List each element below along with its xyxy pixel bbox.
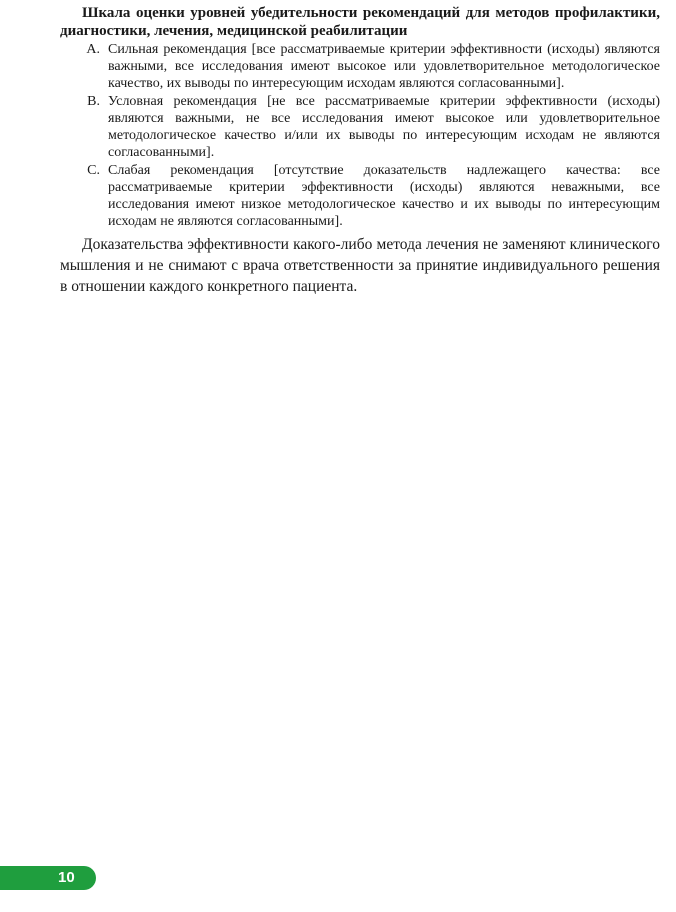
closing-paragraph: Доказательства эффективности какого-либо метода лечения не заменяют клинического мышления и не снимают с врача ответственности за принятие индивидуального решения в отношении каждого конкретного пациента. bbox=[60, 236, 660, 295]
recommendation-grades-list bbox=[60, 41, 660, 230]
grade-text: Слабая рекомендация [отсутствие доказательств надлежащего качества: все рассматриваемые критерии эффективности (исходы) являются неважными, все исследования имеют низкое методологическое качество и их выводы по интересующим исходам не являются согласованными]. bbox=[108, 163, 660, 229]
grade-item-a bbox=[60, 41, 660, 92]
grade-item-c bbox=[60, 162, 660, 230]
grade-marker: B. bbox=[87, 94, 100, 109]
grade-text: Сильная рекомендация [все рассматриваемые критерии эффективности (исходы) являются важными, все исследования имеют высокое или удовлетворительное методологическое качество, их выводы по интересующим исходам являются согласованными]. bbox=[108, 42, 660, 91]
grade-marker: A. bbox=[86, 42, 100, 57]
section-heading: Шкала оценки уровней убедительности рекомендаций для методов профилактики, диагностики, лечения, медицинской реабилитации bbox=[60, 5, 660, 39]
grade-marker: C. bbox=[87, 163, 100, 178]
page-content bbox=[60, 4, 660, 297]
grade-item-b bbox=[60, 93, 660, 161]
grade-text: Условная рекомендация [не все рассматриваемые критерии эффективности (исходы) являются важными, не все исследования имеют высокое или удовлетворительное методологическое качество и/или их выводы по интересующим исходам не являются согласованными]. bbox=[108, 94, 660, 160]
page-number-badge bbox=[0, 866, 96, 890]
page-number: 10 bbox=[58, 869, 75, 886]
